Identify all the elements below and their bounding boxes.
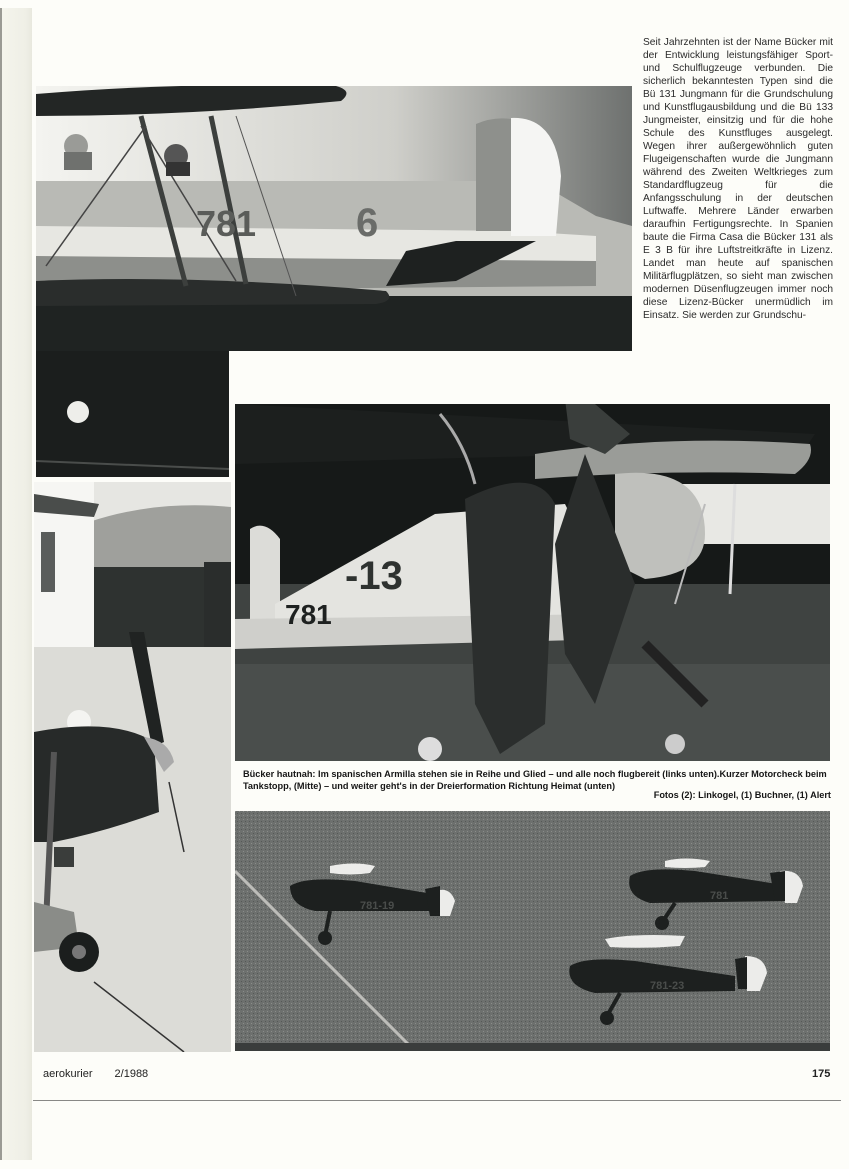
photo-left-parked-biplanes xyxy=(34,482,231,1052)
issue-number: 2/1988 xyxy=(114,1068,149,1080)
photo-top-lower-left xyxy=(36,351,229,477)
svg-text:781-23: 781-23 xyxy=(650,980,685,992)
svg-text:781: 781 xyxy=(710,890,729,902)
photo-caption: Bücker hautnah: Im spanischen Armilla stehen sie in Reihe und Glied – und alle noch flugbereit (links unten).Kurzer Motorcheck beim Tankstopp, (Mitte) – und weiter geht's in der Dreierformation Richtung Heimat (unten) xyxy=(243,769,827,791)
svg-text:781: 781 xyxy=(196,203,257,244)
bottom-rule xyxy=(33,1100,841,1101)
svg-text:-13: -13 xyxy=(345,554,403,598)
magazine-name: aerokurier xyxy=(43,1068,93,1080)
svg-text:781-19: 781-19 xyxy=(360,900,395,912)
photo-credits: Fotos (2): Linkogel, (1) Buchner, (1) Alert xyxy=(653,790,831,800)
svg-text:6: 6 xyxy=(356,201,379,245)
photo-top-biplane xyxy=(36,86,632,351)
svg-text:781: 781 xyxy=(285,599,332,630)
photo-bottom-formation xyxy=(235,811,830,1051)
page-binding-edge xyxy=(0,8,32,1160)
page-number: 175 xyxy=(812,1068,831,1080)
photo-middle-engine-check xyxy=(235,404,830,761)
article-body-text: Seit Jahrzehnten ist der Name Bücker mit der Entwicklung leistungsfähiger Sport- und Schulflugzeuge verbunden. Die sicherlich bekanntesten Typen sind die Bü 131 Jungmann für die Grundschulung und Kunstflugausbildung und die Bü 133 Jungmeister, einsitzig und für die hohe Schule des Kunstfluges ausgelegt. Wegen ihrer außergewöhnlich guten Flugeigenschaften wurde die Jungmann während des Zweiten Weltkrieges zum Standardflugzeug für die Anfangsschulung in der deutschen Luftwaffe. Mehrere Länder erwarben daraufhin Fertigungsrechte. In Spanien baute die Firma Casa die Bücker 131 als E 3 B für ihre Luftstreitkräfte in Lizenz. Landet man heute auf spanischen Militärflugplätzen, so sieht man zwischen modernen Düsenflugzeugen immer noch diese Lizenz-Bücker unermüdlich im Einsatz. Sie werden zur Grundschu- xyxy=(643,37,833,321)
footer-publication xyxy=(43,1068,170,1080)
